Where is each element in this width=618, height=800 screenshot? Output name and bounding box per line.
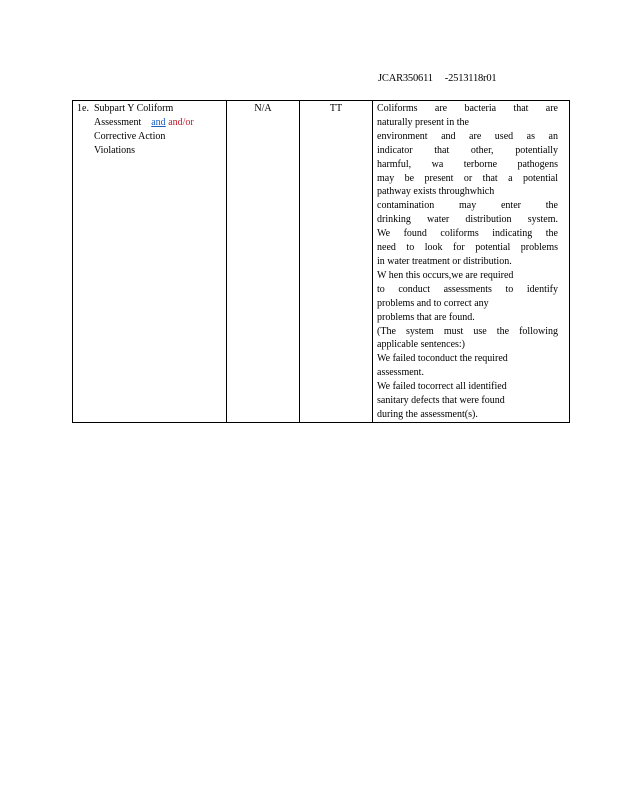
text-line: sanitary defects that were found [377,395,505,407]
text-line: (The system must use the following [377,325,558,337]
health-effects-text [377,102,558,422]
treatment-technique-cell [300,101,373,423]
treatment-value: TT [329,103,343,114]
text-line: applicable sentences:) [377,339,466,351]
row-number: 1e. [77,103,89,114]
deleted-text: and [151,116,166,128]
text-line: in water treatment or distribution. [377,255,512,267]
rule-name [94,102,222,158]
rule-line-2: Assessment and and/or [94,116,194,128]
text-line: We found coliforms indicating the [377,228,558,240]
text-line: indicator that other, potentially [377,144,558,156]
mcl-cell [227,101,300,423]
doc-revision: -2513118r01 [444,73,497,84]
rule-cell [73,101,227,423]
coliform-violation-table [72,100,570,423]
rule-line-3: Corrective Action [94,130,166,142]
text-line: to conduct assessments to identify [377,283,558,295]
text-line: pathway exists throughwhich [377,186,495,198]
rule-line-1: Subpart Y Coliform [94,103,174,114]
health-effects-cell [373,101,570,423]
text-line: need to look for potential problems [377,242,558,254]
text-line: during the assessment(s). [377,408,478,420]
rule-line-4: Violations [94,144,136,156]
text-line: We failed tocorrect all identified [377,381,507,393]
text-line: drinking water distribution system. [377,214,558,226]
doc-code: JCAR350611 [378,73,433,84]
text-line: We failed toconduct the required [377,353,508,365]
text-line: W hen this occurs,we are required [377,269,514,281]
text-line: naturally present in the [377,116,469,128]
text-line: contamination may enter the [377,200,558,212]
text-line: Coliforms are bacteria that are [377,103,558,114]
text-line: environment and are used as an [377,130,558,142]
text-line: problems and to correct any [377,297,489,309]
text-line: problems that are found. [377,311,475,323]
text-line: may be present or that a potential [377,172,558,184]
mcl-value: N/A [254,103,272,114]
document-identifier [378,73,496,84]
text-line: assessment. [377,367,424,379]
table-row [73,101,570,423]
text-line: harmful, wa terborne pathogens [377,158,558,170]
inserted-text: and/or [168,116,194,128]
